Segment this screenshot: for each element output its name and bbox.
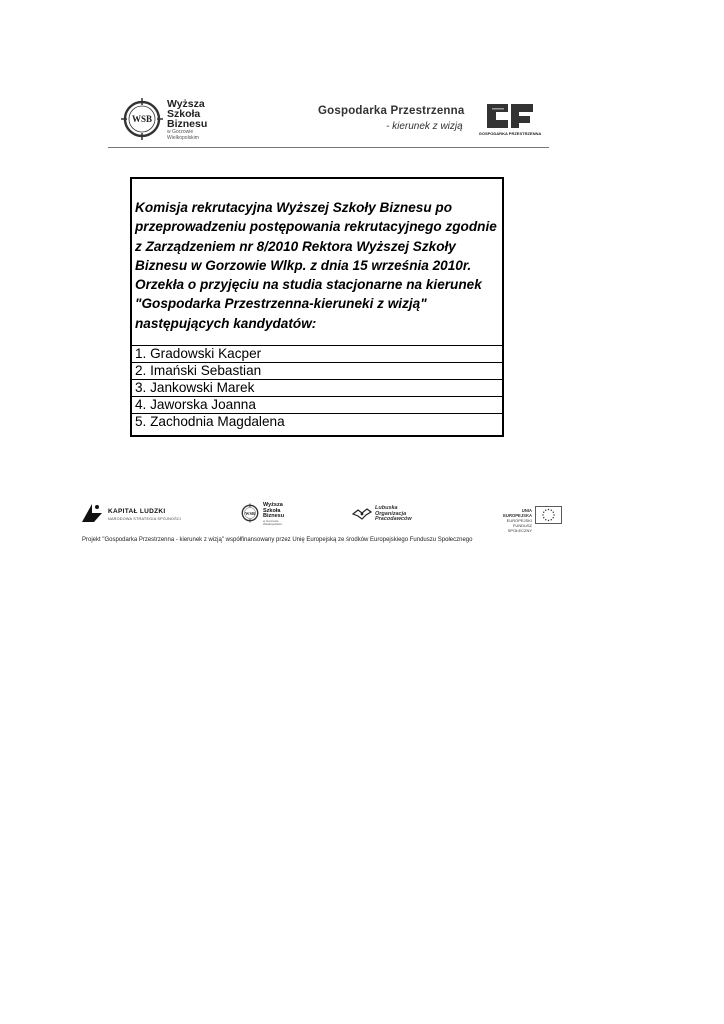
- announcement-statement: Komisja rekrutacyjna Wyższej Szkoły Biznesu po przeprowadzeniu postępowania rekrutacyjnego zgodnie z Zarządzeniem nr 8/2010 Rektora Wyższej Szkoły Biznesu w Gorzowie Wlkp. z dnia 15 września 2010r. Orzekła o przyjęciu na studia stacjonarne na kierunek "Gospodarka Przestrzenna-kieruneki z wizją" następujących kandydatów:: [135, 200, 497, 331]
- candidate-row: 4. Jaworska Joanna: [132, 396, 502, 413]
- eu-star-icon: [548, 509, 549, 510]
- header-divider: [108, 147, 549, 148]
- lop-line: Pracodawców: [375, 516, 412, 522]
- kapital-ludzki-subtitle: NARODOWA STRATEGIA SPÓJNOŚCI: [108, 517, 182, 521]
- eu-line: FUNDUSZ SPOŁECZNY: [507, 523, 532, 533]
- wsb-name-line: Wyższa: [263, 502, 283, 508]
- eu-star-icon: [551, 510, 552, 511]
- project-funding-note: Projekt "Gospodarka Przestrzenna - kierunek z wizją" współfinansowany przez Unię Europejską ze środków Europejskiego Funduszu Społecznego: [82, 537, 473, 543]
- wsb-name-line: Szkoła: [167, 108, 201, 120]
- kapital-ludzki-title: KAPITAŁ LUDZKI: [108, 508, 166, 515]
- eu-star-icon: [542, 514, 543, 515]
- eu-star-icon: [553, 517, 554, 518]
- eu-line: EUROPEJSKI: [506, 518, 532, 523]
- gospodarka-przestrzenna-logo: [478, 100, 542, 138]
- program-logo-text: GOSPODARKA PRZESTRZENNA: [478, 131, 542, 136]
- lubuska-organizacja-text: [375, 506, 412, 523]
- candidate-row: 5. Zachodnia Magdalena: [132, 413, 502, 435]
- wsb-location-line: Wielkopolskim: [167, 135, 199, 141]
- wsb-name-line: Wyższa: [167, 98, 205, 110]
- wsb-location-line: Wielkopolskim: [263, 522, 283, 527]
- eu-star-icon: [551, 519, 552, 520]
- lubuska-organizacja-logo: [352, 508, 372, 520]
- wsb-wordmark: [167, 99, 207, 141]
- eu-title: UNIA EUROPEJSKA: [503, 508, 532, 518]
- wsb-name-line: Biznesu: [167, 118, 208, 130]
- wsb-name-line: Szkoła: [263, 507, 281, 514]
- wsb-logo-small: [240, 503, 260, 523]
- eu-star-icon: [553, 512, 554, 513]
- candidate-row: 2. Imański Sebastian: [132, 362, 502, 379]
- eu-label: [498, 508, 532, 533]
- candidate-row: 3. Jankowski Marek: [132, 379, 502, 396]
- program-title: Gospodarka Przestrzenna: [318, 105, 465, 117]
- kapital-ludzki-logo: [80, 502, 104, 524]
- admission-announcement: [130, 177, 504, 437]
- lop-line: Lubuska: [375, 505, 398, 511]
- program-tagline: - kierunek z wizją: [386, 121, 463, 132]
- eu-star-icon: [543, 512, 544, 513]
- eu-star-icon: [553, 514, 554, 515]
- wsb-logo: [120, 97, 164, 141]
- lop-line: Organizacja: [375, 510, 407, 517]
- eu-flag-icon: [535, 506, 562, 524]
- wsb-location-line: w Gorzowie: [167, 129, 194, 135]
- wsb-name-line: Biznesu: [263, 513, 285, 519]
- wsb-wordmark-small: [263, 503, 284, 527]
- candidate-row: 1. Gradowski Kacper: [132, 345, 502, 362]
- wsb-logo-text: WSB: [244, 510, 256, 516]
- eu-star-icon: [545, 519, 546, 520]
- wsb-location-line: w Gorzowie: [263, 518, 279, 523]
- wsb-logo-text: WSB: [131, 114, 153, 124]
- eu-star-icon: [543, 517, 544, 518]
- eu-star-icon: [548, 520, 549, 521]
- eu-star-icon: [545, 510, 546, 511]
